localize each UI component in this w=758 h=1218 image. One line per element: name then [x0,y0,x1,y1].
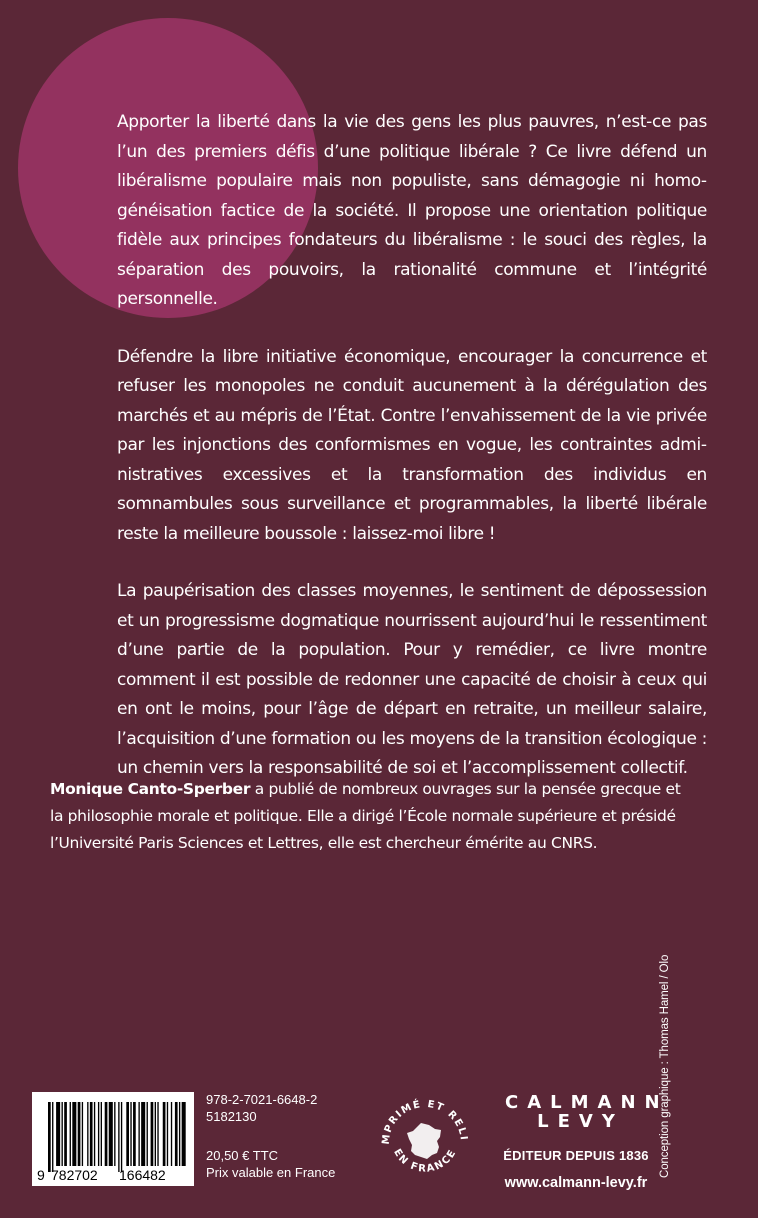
barcode-bar [126,1102,129,1166]
barcode-digits-left: 782702 [51,1167,98,1183]
stamp-bottom-text: EN FRANCE [391,1147,459,1175]
barcode-bar [155,1102,156,1166]
publisher-website[interactable]: www.calmann-levy.fr [504,1175,648,1191]
barcode-bar [133,1102,136,1166]
barcode-bar [138,1102,139,1166]
barcode-bar [78,1102,81,1166]
barcode-bar [70,1102,71,1166]
price-validity: Prix valable en France [206,1165,336,1180]
barcode-bar [141,1102,145,1166]
barcode-bar [157,1102,158,1166]
author-bio [50,776,690,857]
france-map-icon [377,1093,473,1189]
barcode-bar [121,1102,122,1172]
barcode-bar [147,1102,148,1166]
publisher-since: ÉDITEUR DEPUIS 1836 [503,1148,649,1163]
blurb-paragraph-2: Défendre la libre initiative économique, encourager la concurrence et refuser les monopoles ne conduit aucunement à la dérégulation des marchés et au mépris de l’État. Contre l’envahissement de la vie privée par les injonctions des conformismes en vogue, les contraintes administratives excessives et la transformation des individus en somnambules sous surveillance et programmables, la liberté libérale reste la meilleure boussole : laissez-moi libre ! [117,346,707,544]
barcode-bar [175,1102,178,1166]
barcode-graphic [32,1092,194,1186]
barcode-bar [90,1102,93,1166]
barcode-bar [52,1102,53,1172]
barcode-digits-right: 166482 [119,1167,166,1183]
barcode-bar [48,1102,51,1172]
barcode-bar [163,1102,166,1166]
barcode-bar [171,1102,172,1166]
barcode-bar [98,1102,99,1166]
stamp-top-text: MPRIMÉ ET RELI [380,1098,470,1146]
author-name: Monique Canto-Sperber [50,780,251,798]
publisher-logo-line1: CALMANN [505,1092,669,1113]
barcode-bar [94,1102,95,1166]
barcode-bar [182,1102,186,1166]
barcode-bar [179,1102,180,1166]
barcode-bar [101,1102,102,1166]
isbn-number: 978-2-7021-6648-2 [206,1092,318,1107]
barcode-bar [62,1102,63,1166]
barcode-bar [56,1102,60,1166]
barcode-bar [105,1102,108,1166]
price: 20,50 € TTC [206,1148,279,1163]
barcode-bar [151,1102,154,1166]
back-cover-blurb [117,108,707,812]
barcode-bar [167,1102,168,1166]
isbn-info [206,1091,335,1181]
barcode [32,1092,194,1186]
barcode-digit-prefix: 9 [37,1167,45,1183]
barcode-bar [114,1102,115,1166]
barcode-bar [87,1102,88,1166]
barcode-bar [72,1102,76,1166]
barcode-bar [130,1102,131,1166]
author-bio-text: a publié de nombreux ouvrages sur la pensée grecque et la philosophie morale et politique. Elle a dirigé l’École normale supérieure et présidé l’Université Paris Sciences et Lettres, elle est chercheur émérite au CNRS. [50,780,681,852]
blurb-paragraph-3: La paupérisation des classes moyennes, le sentiment de dépossession et un progressisme dogmatique nourrissent aujourd’hui le ressentiment d’une partie de la population. Pour y remédier, ce livre montre comment il est possible de redonner une capacité de choisir à ceux qui en ont le moins, pour l’âge de départ en retraite, un meilleur salaire, l’acquisition d’une formation ou les moyens de la transition écologique : un chemin vers la responsabilité de soi et l’accomplissement collectif. [117,581,707,778]
blurb-paragraph-1: Apporter la liberté dans la vie des gens les plus pauvres, n’est-ce pas l’un des premiers défis d’une politique libérale ? Ce livre défend un libéralisme populaire mais non populiste, sans démagogie ni homogénéisation factice de la société. Il propose une orientation politique fidèle aux principes fondateurs du libéralisme : le souci des règles, la séparation des pouvoirs, la rationalité commune et l’intégrité personnelle. [117,112,707,309]
product-code: 5182130 [206,1109,257,1124]
barcode-bar [64,1102,67,1166]
publisher-logo-line2: LEVY [537,1111,624,1132]
barcode-bar [109,1102,113,1166]
barcode-bar [118,1102,119,1172]
made-in-france-stamp [377,1093,473,1189]
publisher-block [496,1092,669,1191]
design-credit: Conception graphique : Thomas Hamel / Olo [659,954,671,1178]
barcode-bar [82,1102,83,1166]
